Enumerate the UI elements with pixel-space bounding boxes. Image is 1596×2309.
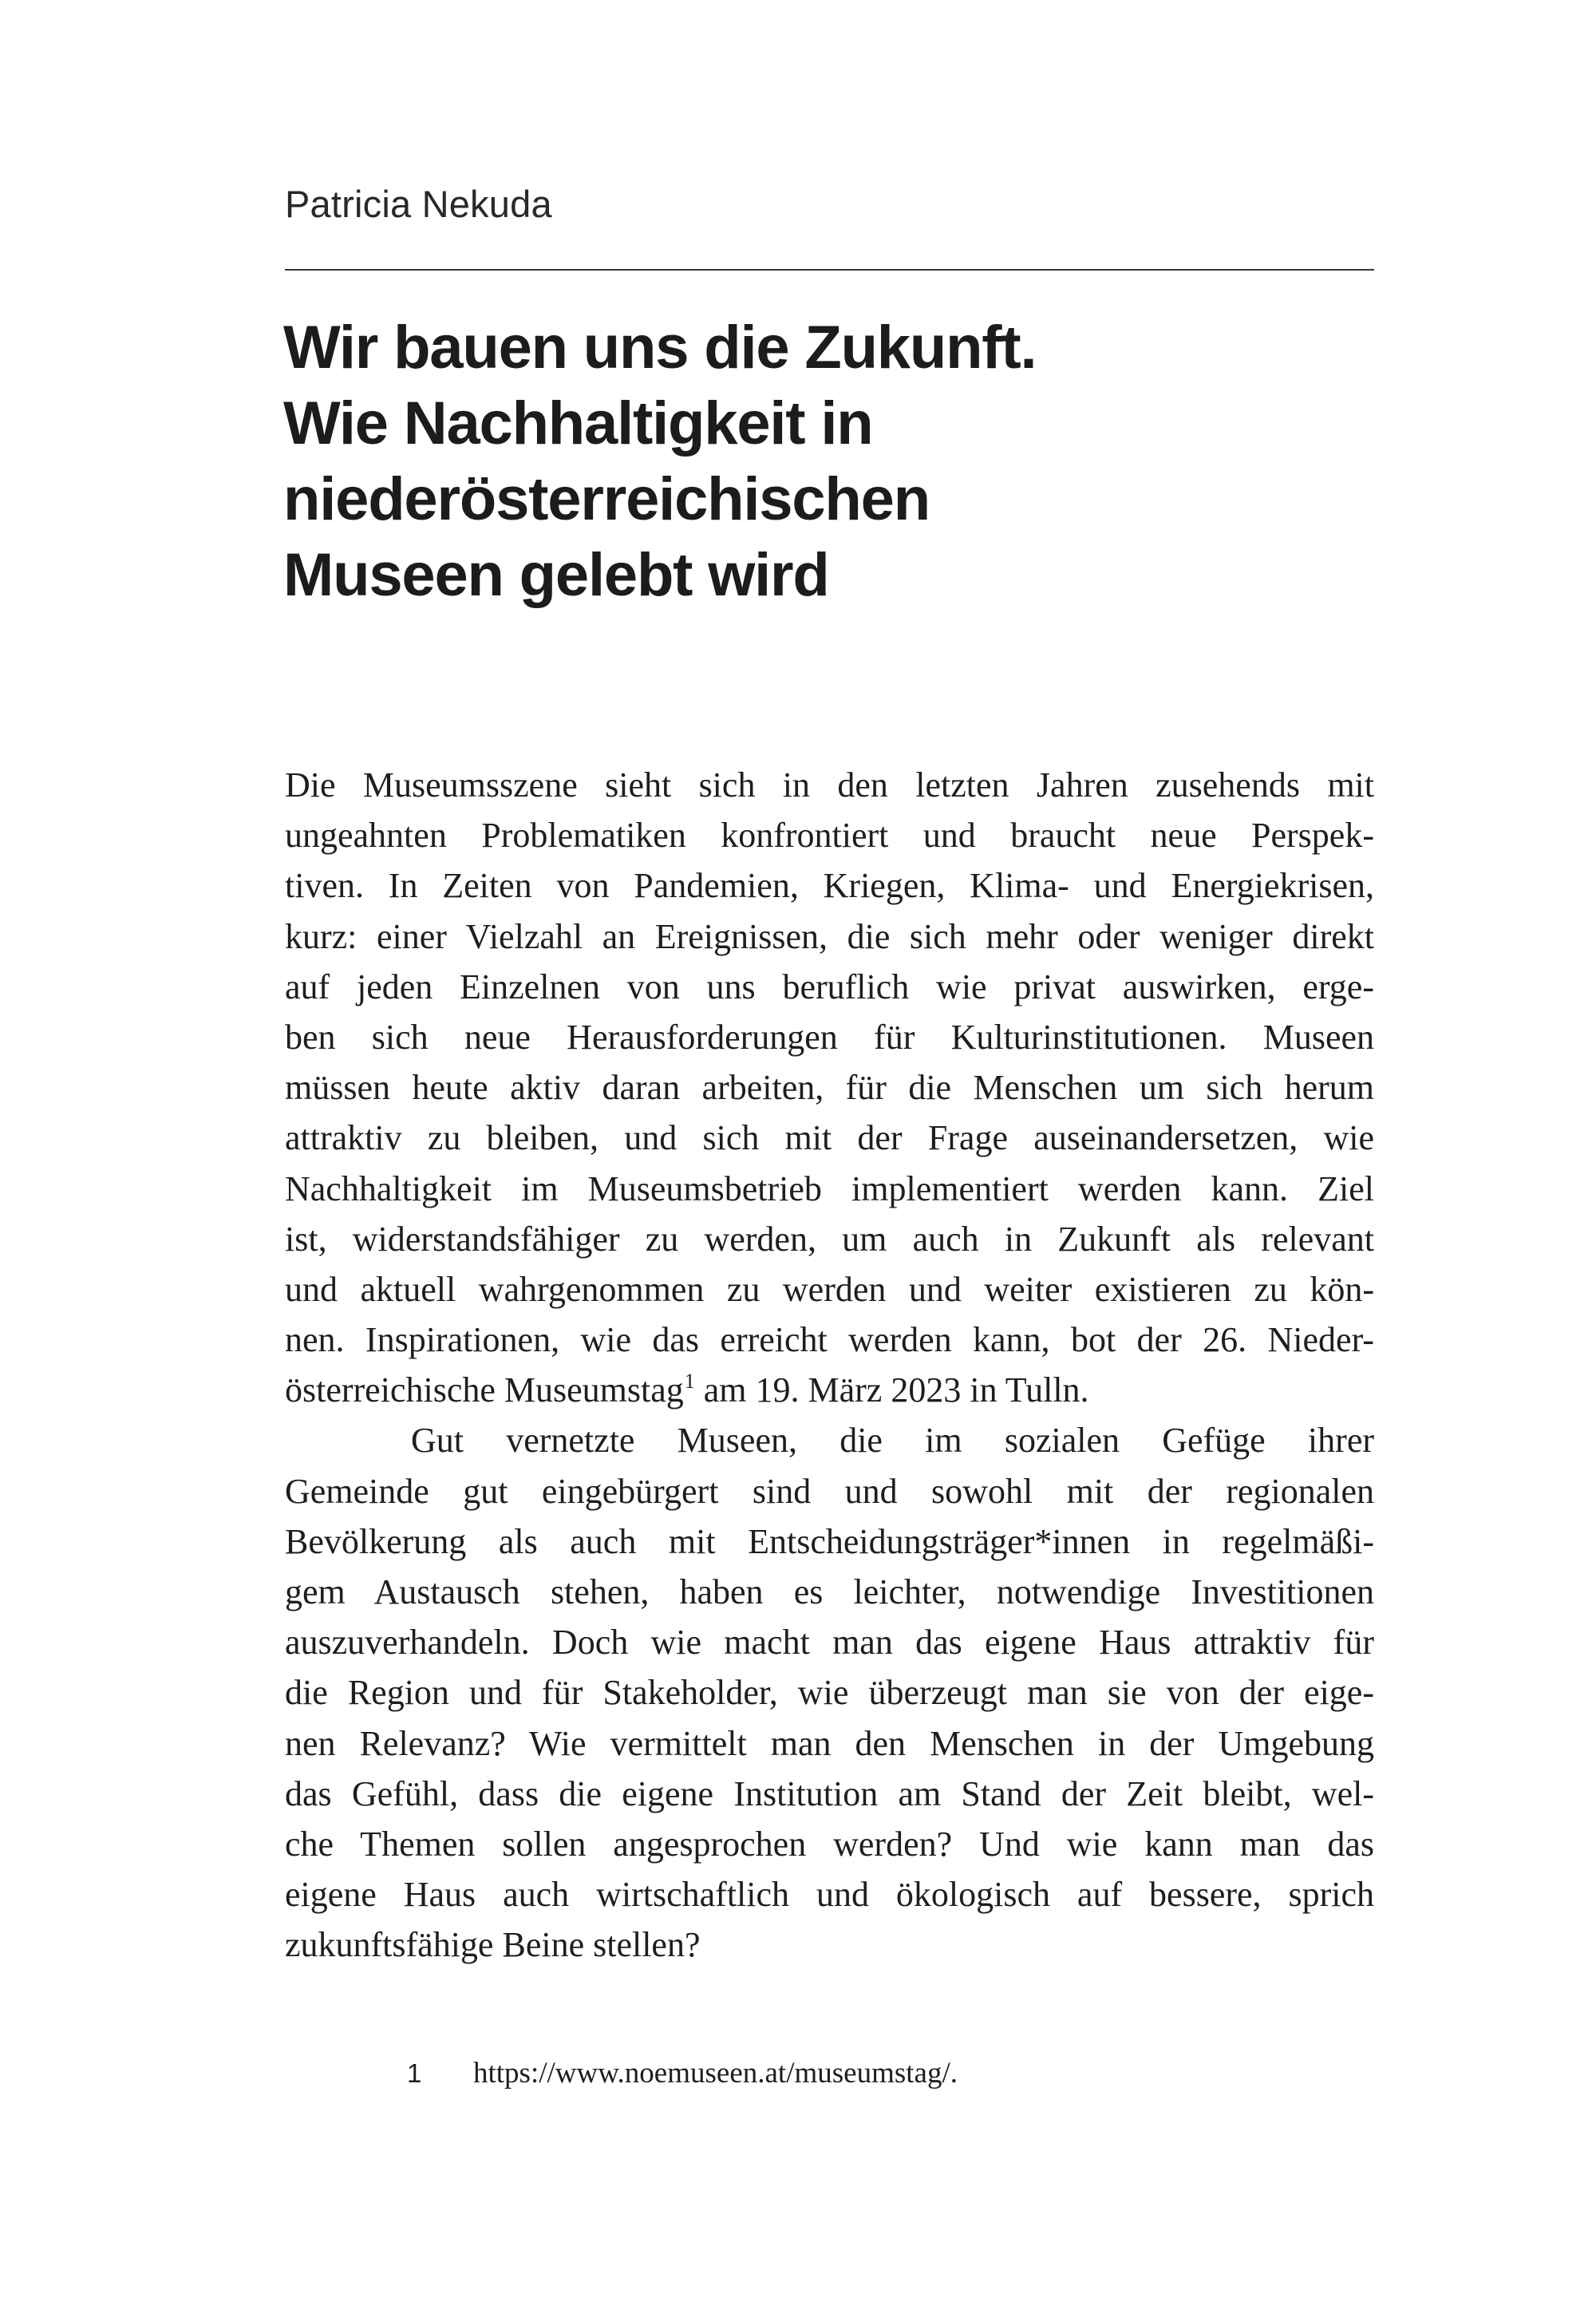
body-line: Gut vernetzte Museen, die im sozialen Gefüge ihrer <box>411 1421 1374 1461</box>
body-line: tiven. In Zeiten von Pandemien, Kriegen, Klima- und Energiekrisen, <box>285 866 1374 906</box>
footnote <box>407 2054 958 2092</box>
body-line: die Region und für Stakeholder, wie überzeugt man sie von der eige- <box>285 1673 1374 1713</box>
body-line: che Themen sollen angesprochen werden? Und wie kann man das <box>285 1824 1374 1864</box>
body-line: müssen heute aktiv daran arbeiten, für die Menschen um sich herum <box>285 1068 1374 1108</box>
body-line: ben sich neue Herausforderungen für Kulturinstitutionen. Museen <box>285 1017 1374 1057</box>
body-line: Bevölkerung als auch mit Entscheidungsträger*innen in regelmäßi- <box>285 1521 1374 1561</box>
body-line: auszuverhandeln. Doch wie macht man das eigene Haus attraktiv für <box>285 1623 1374 1663</box>
article-body <box>285 760 1374 1971</box>
body-line: Gemeinde gut eingebürgert sind und sowohl mit der regionalen <box>285 1471 1374 1511</box>
body-line: auf jeden Einzelnen von uns beruflich wie privat auswirken, erge- <box>285 967 1374 1006</box>
body-line: zukunftsfähige Beine stellen? <box>285 1925 701 1965</box>
paragraph-2 <box>285 1415 1374 1970</box>
body-line: kurz: einer Vielzahl an Ereignissen, die sich mehr oder weniger direkt <box>285 916 1374 956</box>
title-line: Wir bauen uns die Zukunft. <box>283 314 1037 382</box>
author-name: Patricia Nekuda <box>285 183 552 225</box>
body-line-text: am 19. März 2023 in Tulln. <box>694 1370 1089 1410</box>
article-title <box>283 310 1036 613</box>
title-line: Wie Nachhaltigkeit in <box>283 389 873 457</box>
title-line: niederösterreichischen <box>283 465 930 533</box>
body-line: Die Museumsszene sieht sich in den letzten Jahren zusehends mit <box>285 765 1374 805</box>
header-divider <box>285 269 1374 271</box>
body-line-text: österreichische Museumstag <box>285 1370 684 1410</box>
body-line: ungeahnten Problematiken konfrontiert und braucht neue Perspek- <box>285 816 1374 856</box>
footnote-reference[interactable]: 1 <box>684 1370 695 1394</box>
footnote-number: 1 <box>407 2058 422 2088</box>
body-line: ist, widerstandsfähiger zu werden, um auch in Zukunft als relevant <box>285 1219 1374 1259</box>
body-line: und aktuell wahrgenommen zu werden und weiter existieren zu kön- <box>285 1269 1374 1309</box>
title-line: Museen gelebt wird <box>283 541 829 609</box>
body-line: nen Relevanz? Wie vermittelt man den Menschen in der Umgebung <box>285 1723 1374 1763</box>
body-line: eigene Haus auch wirtschaftlich und ökologisch auf bessere, sprich <box>285 1875 1374 1915</box>
body-line: gem Austausch stehen, haben es leichter, notwendige Investitionen <box>285 1572 1374 1611</box>
body-line: attraktiv zu bleiben, und sich mit der Frage auseinandersetzen, wie <box>285 1118 1374 1158</box>
body-line: nen. Inspirationen, wie das erreicht werden kann, bot der 26. Nieder- <box>285 1320 1374 1360</box>
paragraph-1 <box>285 760 1374 1415</box>
footnote-link[interactable]: https://www.noemuseen.at/museumstag/. <box>473 2057 958 2090</box>
body-line: Nachhaltigkeit im Museumsbetrieb implementiert werden kann. Ziel <box>285 1168 1374 1208</box>
body-line: das Gefühl, dass die eigene Institution am Stand der Zeit bleibt, wel- <box>285 1773 1374 1813</box>
body-line <box>285 1365 1374 1415</box>
